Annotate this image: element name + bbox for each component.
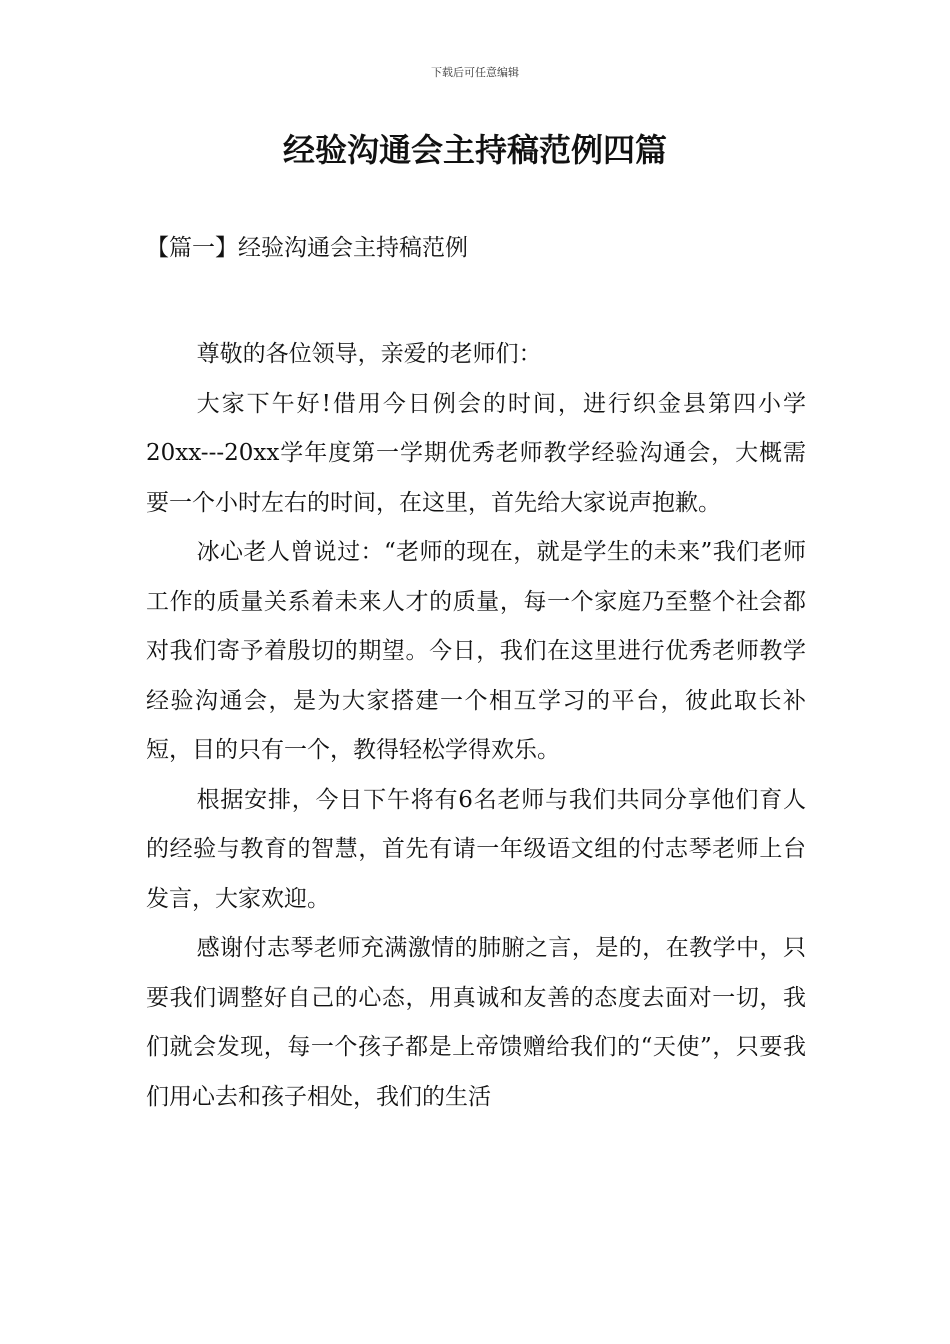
- document-title: 经验沟通会主持稿范例四篇: [282, 131, 667, 169]
- document-body: [146, 330, 806, 1122]
- paragraph: 根据安排，今日下午将有6名老师与我们共同分享他们育人的经验与教育的智慧，首先有请一年级语文组的付志琴老师上台发言，大家欢迎。: [146, 786, 806, 912]
- header-note: 下载后可任意编辑: [431, 66, 519, 79]
- paragraph: 大家下午好!借用今日例会的时间，进行织金县第四小学20xx---20xx学年度第一学期优秀老师教学经验沟通会，大概需要一个小时左右的时间，在这里，首先给大家说声抱歉。: [146, 390, 806, 516]
- paragraph: 感谢付志琴老师充满激情的肺腑之言，是的，在教学中，只要我们调整好自己的心态，用真诚和友善的态度去面对一切，我们就会发现，每一个孩子都是上帝馈赠给我们的“天使”，只要我们用心去和孩子相处，我们的生活: [146, 935, 806, 1110]
- section-heading: 【篇一】经验沟通会主持稿范例: [146, 235, 468, 261]
- paragraph-salutation: 尊敬的各位领导，亲爱的老师们：: [196, 341, 542, 367]
- paragraph: 冰心老人曾说过：“老师的现在，就是学生的未来”我们老师工作的质量关系着未来人才的质量，每一个家庭乃至整个社会都对我们寄予着殷切的期望。今日，我们在这里进行优秀老师教学经验沟通会，是为大家搭建一个相互学习的平台，彼此取长补短，目的只有一个，教得轻松学得欢乐。: [146, 539, 806, 763]
